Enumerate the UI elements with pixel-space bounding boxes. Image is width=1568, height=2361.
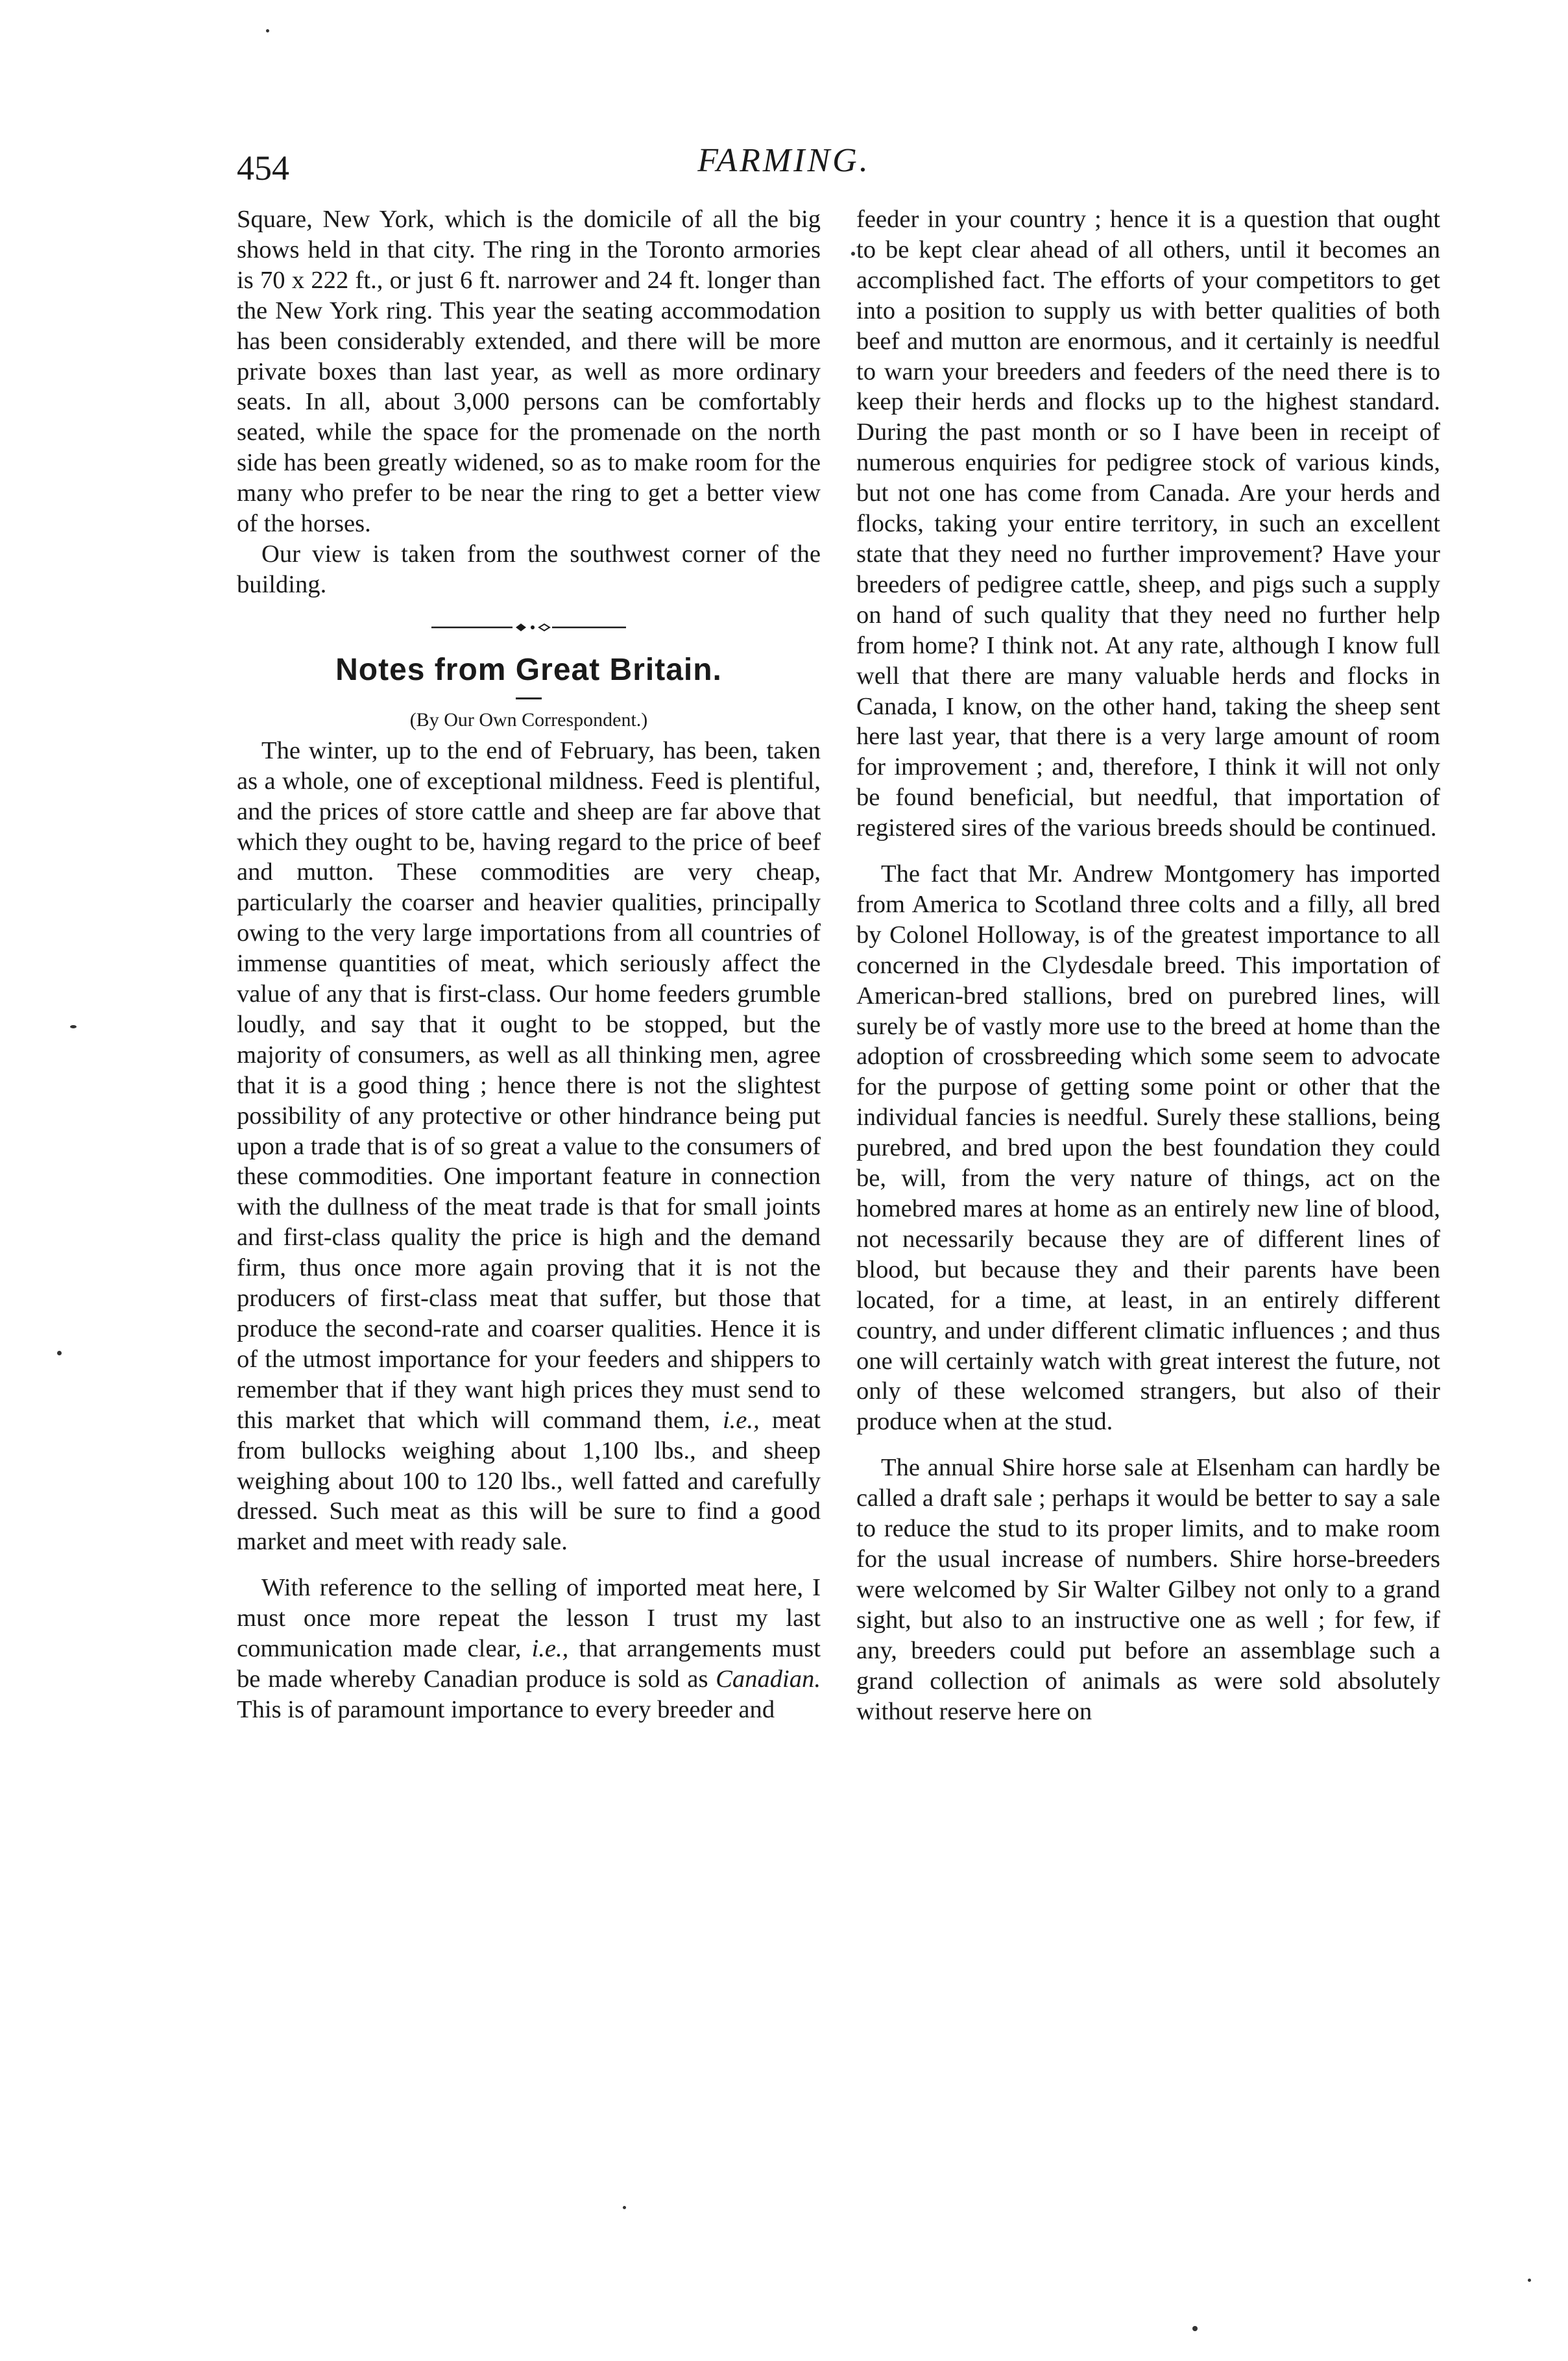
print-speck (57, 1351, 62, 1355)
paragraph-armories: Square, New York, which is the domicile of all the big shows held in that city. The ring in the Toronto armories is 70 x 222 ft., or just 6 ft. narrower and 24 ft. longer than the New York ring. This year the seating accommodation has been considerably extended, and there will be more private boxes than last year, as well as more ordinary seats. In all, about 3,000 persons can be comfortably seated, while the space for the promenade on the north side has been greatly widened, so as to make room for the many who prefer to be near the ring to get a better view of the horses. (237, 206, 821, 538)
paragraph-view: Our view is taken from the southwest corner of the building. (237, 540, 821, 598)
right-column (856, 204, 1440, 1726)
canadian-emphasis: Canadian. (716, 1665, 821, 1693)
byline: (By Our Own Correspondent.) (409, 708, 648, 731)
print-speck (851, 252, 855, 256)
paragraph-imported-end: This is of paramount importance to every breeder and (237, 1695, 775, 1723)
paragraph-winter-text: The winter, up to the end of February, has been, taken as a whole, one of exceptional mildness. Feed is plentiful, and the prices of store cattle and sheep are far above that which they ought to be, having regard to the price of beef and mutton. These commodities are very cheap, particularly the coarser and heavier qualities, principally owing to the very large importations from all countries of immense quantities of meat, which seriously affect the value of any that is first-class. Our home feeders grumble loudly, and say that it ought to be stopped, but the majority of consumers, as well as all thinking men, agree that it is a good thing ; hence there is not the slightest possibility of any protective or other hindrance being put upon a trade that is of so great a value to the consumers of these commodities. One important feature in connection with the dullness of the meat trade is that for small joints and first-class quality the price is high and the demand firm, thus once more again proving that it is not the producers of first-class meat that suffer, but those that produce the second-rate and coarser qualities. Hence it is of the utmost importance for your feeders and shippers to remember that if they want high prices they must send to this market that which will command them, (237, 736, 821, 1434)
paragraph-winter-end: meat from bullocks weighing about 1,100 lbs., and sheep weighing about 100 to 120 lbs., well fatted and carefully dressed. Such meat as this will be sure to find a good market and meet with ready sale. (237, 1406, 821, 1556)
print-speck (70, 1025, 77, 1028)
paragraph-shire-sale: The annual Shire horse sale at Elsenham can hardly be called a draft sale ; perhaps it would be better to say a sale to reduce the stud to its proper limits, and to make room for the usual increase of numbers. Shire horse-breeders were welcomed by Sir Walter Gilbey not only to a grand sight, but also to an instructive one as well ; for few, if any, breeders could put before an assemblage such a grand collection of animals as were sold absolutely without reserve here on (856, 1454, 1440, 1725)
heading-rule (516, 697, 542, 699)
section-heading: Notes from Great Britain. (335, 652, 722, 687)
print-speck (266, 29, 269, 32)
ie-abbreviation-2: i.e., (531, 1635, 569, 1663)
print-speck (1192, 2326, 1198, 2331)
page-number: 454 (237, 149, 289, 188)
left-column (237, 204, 821, 1725)
paragraph-feeder: feeder in your country ; hence it is a question that ought to be kept clear ahead of all others, until it becomes an accomplished fact. The efforts of your competitors to get into a position to supply us with better qualities of both beef and mutton are enormous, and it certainly is needful to warn your breeders and feeders of the need there is to keep their herds and flocks up to the highest standard. During the past month or so I have been in receipt of numerous enquiries for pedigree stock of various kinds, but not one has come from Canada. Are your herds and flocks, taking your entire territory, in such an excellent state that they need no further improvement? Have your breeders of pedigree cattle, sheep, and pigs such a supply on hand of such quality that they need no further help from home? I think not. At any rate, although I know full well that there are many valuable herds and flocks in Canada, I know, on the other hand, taking the sheep sent here last year, that there is a very large amount of room for improvement ; and, therefore, I think it will not only be found beneficial, but needful, that importation of registered sires of the various breeds should be continued. (856, 206, 1440, 842)
paragraph-winter (237, 736, 821, 1557)
paragraph-imported-meat (237, 1573, 821, 1725)
ie-abbreviation: i.e., (722, 1406, 760, 1434)
print-speck (1528, 2279, 1531, 2282)
paragraph-imported-start: With reference to the selling of imported meat here, I must once more repeat the lesson I trust my last communication made clear, (237, 1574, 821, 1663)
running-title: FARMING. (697, 142, 871, 179)
separator-ornament-icon (418, 620, 639, 635)
paragraph-montgomery: The fact that Mr. Andrew Montgomery has imported from America to Scotland three colts and a filly, all bred by Colonel Holloway, is of the greatest importance to all concerned in the Clydesdale breed. This importation of American-bred stallions, bred on purebred lines, will surely be of vastly more use to the breed at home than the adoption of crossbreeding which some seem to advocate for the purpose of getting some point or other that the individual fancies is needful. Surely these stallions, being purebred, and bred upon the best foundation they could be, will, from the very nature of things, act on the homebred mares at home as an entirely new line of blood, not necessarily because they are of different lines of blood, but because they and their parents have been located, for a time, at least, in an entirely different country, and under different climatic influences ; and thus one will certainly watch with great interest the future, not only of these welcomed strangers, but also of their produce when at the stud. (856, 860, 1440, 1436)
ornamental-separator (418, 620, 639, 635)
print-speck (623, 2206, 626, 2209)
paragraph-imported-mid: that arrangements must be made whereby Canadian produce is sold as (237, 1635, 821, 1693)
